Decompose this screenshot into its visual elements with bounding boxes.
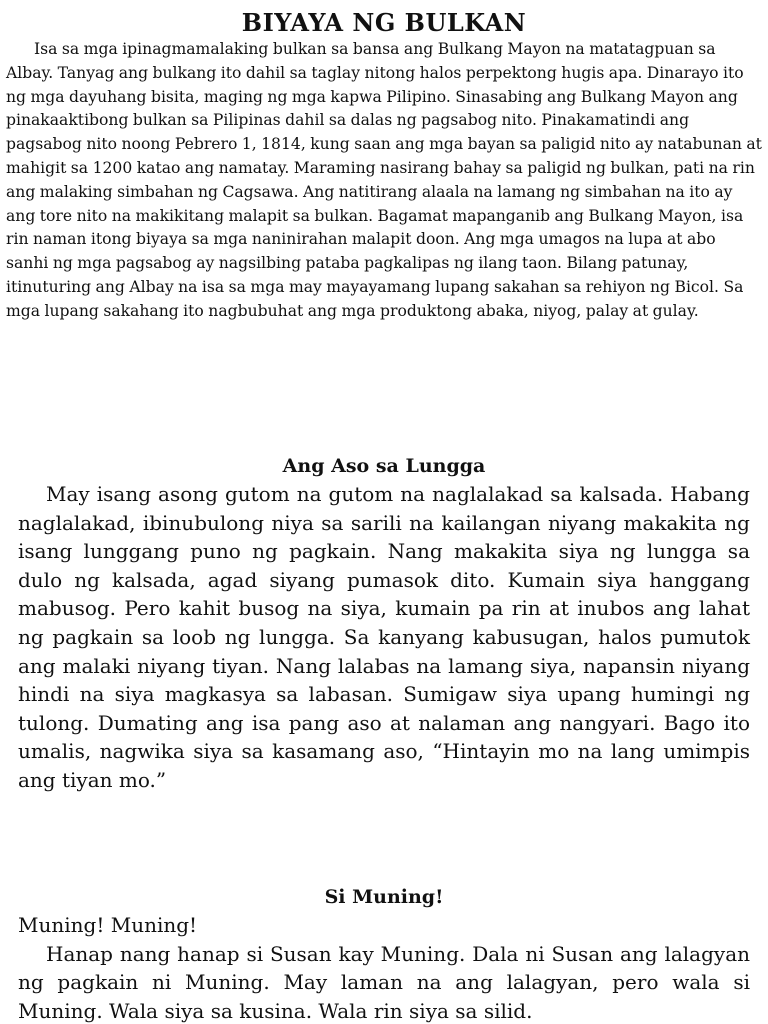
story-body: May isang asong gutom na gutom na naglalakad sa kalsada. Habang naglalakad, ibinubulong niya sa sarili na kailangan niyang makakita ng isang lunggang puno ng pagkain. Nang makakita siya ng lungga sa dulo ng kalsada, agad siyang pumasok dito. Kumain siya hanggang mabusog. Pero kahit busog na siya, kumain pa rin at inubos ang lahat ng pagkain sa loob ng lungga. Sa kanyang kabusugan, halos pumutok ang malaki niyang tiyan. Nang lalabas na lamang siya, napansin niyang hindi na siya magkasya sa labasan. Sumigaw siya upang humingi ng tulong. Dumating ang isa pang aso at nalaman ang nangyari. Bago ito umalis, nagwika siya sa kasamang aso, “Hintayin mo na lang umimpis ang tiyan mo.”	[18, 482, 750, 792]
story-body: Hanap nang hanap si Susan kay Muning. Dala ni Susan ang lalagyan ng pagkain ni Muning. May laman na ang lalagyan, pero wala si Muning. Wala siya sa kusina. Wala rin siya sa silid.	[18, 941, 750, 1023]
story-ang-aso-sa-lungga	[18, 452, 750, 795]
story-title: Si Muning!	[324, 886, 444, 908]
story-body: Isa sa mga ipinagmamalaking bulkan sa bansa ang Bulkang Mayon na matatagpuan sa Albay. Tanyag ang bulkang ito dahil sa taglay nitong halos perpektong hugis apa. Dinarayo ito ng mga dayuhang bisita, maging ng mga kapwa Pilipino. Sinasabing ang Bulkang Mayon ang pinakaaktibong bulkan sa Pilipinas dahil sa dalas ng pagsabog nito. Pinakamatindi ang pagsabog nito noong Pebrero 1, 1814, kung saan ang mga bayan sa paligid nito ay natabunan at mahigit sa 1200 katao ang namatay. Maraming nasirang bahay sa paligid ng bulkan, pati na rin ang malaking simbahan ng Cagsawa. Ang natitirang alaala na lamang ng simbahan na ito ay ang tore nito na makikitang malapit sa bulkan. Bagamat mapanganib ang Bulkang Mayon, isa rin naman itong biyaya sa mga naninirahan malapit doon. Ang mga umagos na lupa at abo sanhi ng mga pagsabog ay nagsilbing pataba pagkalipas ng ilang taon. Bilang patunay, itinuturing ang Albay na isa sa mga may mayayamang lupang sakahan sa rehiyon ng Bicol. Sa mga lupang sakahang ito nagbubuhat ang mga produktong abaka, niyog, palay at gulay.	[6, 40, 762, 320]
story-biyaya-ng-bulkan	[6, 8, 762, 324]
story-si-muning	[18, 883, 750, 1024]
story-opening-line: Muning! Muning!	[18, 913, 198, 937]
story-title: Ang Aso sa Lungga	[282, 455, 486, 477]
story-title: BIYAYA NG BULKAN	[241, 8, 527, 37]
